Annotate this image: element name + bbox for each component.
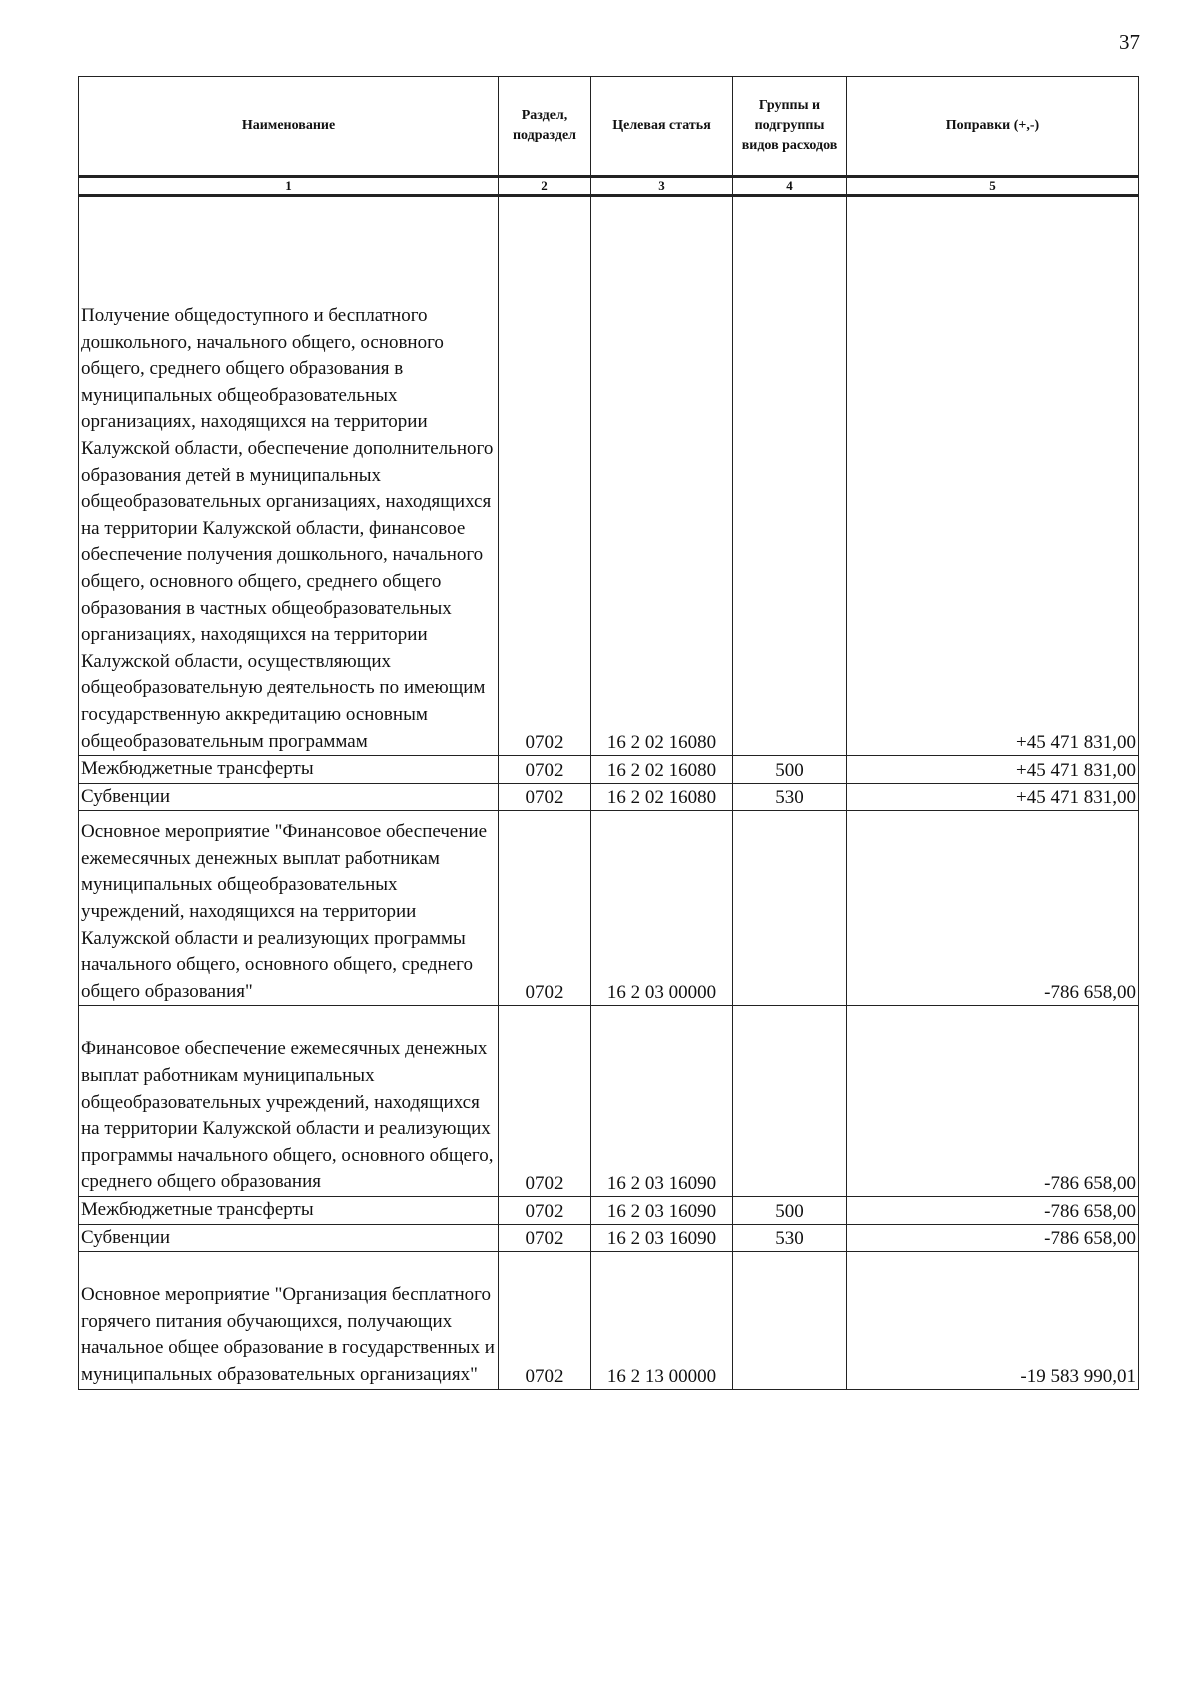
column-numbers-row <box>79 177 1139 196</box>
header-name: Наименование <box>79 77 499 177</box>
column-number: 5 <box>847 177 1139 196</box>
column-number: 4 <box>733 177 847 196</box>
row-amount: -786 658,00 <box>847 811 1139 1006</box>
row-section: 0702 <box>499 1224 591 1252</box>
row-name: Межбюджетные трансферты <box>79 1197 499 1225</box>
row-section: 0702 <box>499 811 591 1006</box>
page-number: 37 <box>1119 30 1140 54</box>
table-row <box>79 756 1139 784</box>
table-row <box>79 783 1139 811</box>
table-row <box>79 1252 1139 1389</box>
row-name: Субвенции <box>79 1224 499 1252</box>
row-section: 0702 <box>499 1197 591 1225</box>
header-section: Раздел, подраздел <box>499 77 591 177</box>
row-amount: -19 583 990,01 <box>847 1252 1139 1389</box>
row-target: 16 2 03 16090 <box>591 1006 733 1197</box>
row-section: 0702 <box>499 196 591 756</box>
row-section: 0702 <box>499 1252 591 1389</box>
row-group <box>733 811 847 1006</box>
row-amount: +45 471 831,00 <box>847 196 1139 756</box>
table-row <box>79 196 1139 756</box>
column-number: 3 <box>591 177 733 196</box>
row-target: 16 2 02 16080 <box>591 756 733 784</box>
row-amount: -786 658,00 <box>847 1197 1139 1225</box>
row-group <box>733 196 847 756</box>
row-group: 500 <box>733 756 847 784</box>
table-row <box>79 1006 1139 1197</box>
header-target-article: Целевая статья <box>591 77 733 177</box>
table-header-row <box>79 77 1139 177</box>
row-target: 16 2 02 16080 <box>591 783 733 811</box>
row-amount: +45 471 831,00 <box>847 756 1139 784</box>
header-expense-group: Группы и подгруппы видов расходов <box>733 77 847 177</box>
table-row <box>79 1197 1139 1225</box>
row-group: 500 <box>733 1197 847 1225</box>
row-target: 16 2 13 00000 <box>591 1252 733 1389</box>
row-name: Основное мероприятие "Финансовое обеспечение ежемесячных денежных выплат работникам муниципальных общеобразовательных учреждений, находящихся на территории Калужской области и реализующих программы начального общего, основного общего, среднего общего образования" <box>79 811 499 1006</box>
row-target: 16 2 02 16080 <box>591 196 733 756</box>
row-target: 16 2 03 16090 <box>591 1224 733 1252</box>
header-amendments: Поправки (+,-) <box>847 77 1139 177</box>
column-number: 1 <box>79 177 499 196</box>
row-target: 16 2 03 00000 <box>591 811 733 1006</box>
row-group <box>733 1252 847 1389</box>
table-row <box>79 1224 1139 1252</box>
row-target: 16 2 03 16090 <box>591 1197 733 1225</box>
row-amount: +45 471 831,00 <box>847 783 1139 811</box>
row-amount: -786 658,00 <box>847 1224 1139 1252</box>
row-name: Получение общедоступного и бесплатного дошкольного, начального общего, основного общего, среднего общего образования в муниципальных общеобразовательных организациях, находящихся на территории Калужской области, обеспечение дополнительного образования детей в муниципальных общеобразовательных организациях, находящихся на территории Калужской области, финансовое обеспечение получения дошкольного, начального общего, основного общего, среднего общего образования в частных общеобразовательных организациях, находящихся на территории Калужской области, осуществляющих общеобразовательную деятельность по имеющим государственную аккредитацию основным общеобразовательным программам <box>79 196 499 756</box>
table-row <box>79 811 1139 1006</box>
row-section: 0702 <box>499 783 591 811</box>
row-group <box>733 1006 847 1197</box>
row-name: Финансовое обеспечение ежемесячных денежных выплат работникам муниципальных общеобразовательных учреждений, находящихся на территории Калужской области и реализующих программы начального общего, основного общего, среднего общего образования <box>79 1006 499 1197</box>
row-name: Межбюджетные трансферты <box>79 756 499 784</box>
row-section: 0702 <box>499 756 591 784</box>
row-group: 530 <box>733 1224 847 1252</box>
column-number: 2 <box>499 177 591 196</box>
row-amount: -786 658,00 <box>847 1006 1139 1197</box>
row-group: 530 <box>733 783 847 811</box>
row-name: Субвенции <box>79 783 499 811</box>
row-section: 0702 <box>499 1006 591 1197</box>
budget-amendments-table <box>78 76 1139 1390</box>
row-name: Основное мероприятие "Организация бесплатного горячего питания обучающихся, получающих начальное общее образование в государственных и муниципальных образовательных организациях" <box>79 1252 499 1389</box>
